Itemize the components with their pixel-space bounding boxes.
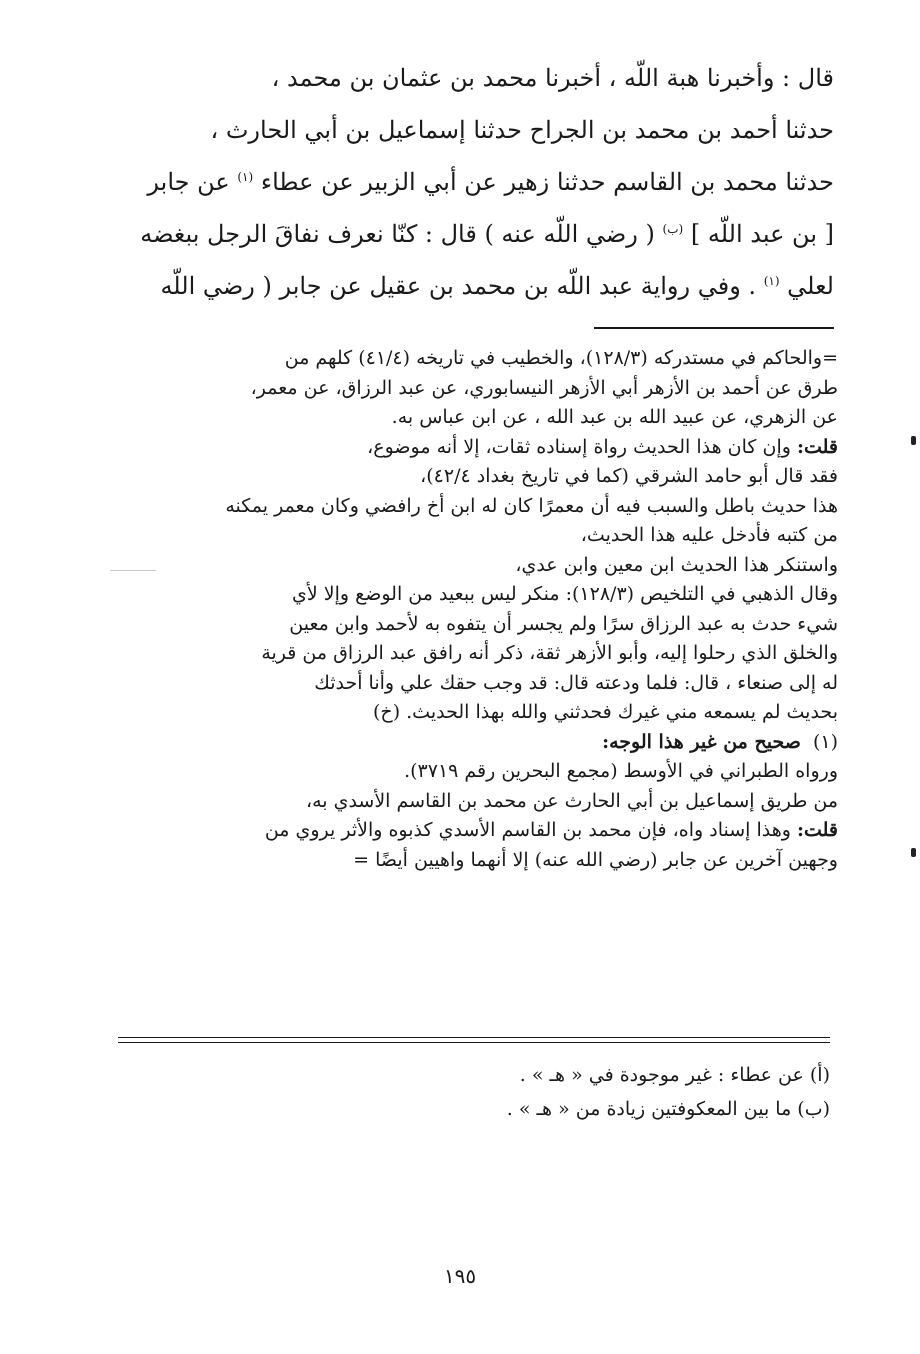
- footnote-separator: [594, 327, 834, 329]
- editor-ref-b: (ب): [662, 222, 684, 236]
- footnote-heading: [118, 728, 838, 758]
- scan-smudge: [110, 570, 156, 571]
- page-number: ١٩٥: [443, 1264, 477, 1288]
- scan-mark: [911, 848, 916, 857]
- footnote-line: وجهين آخرين عن جابر (رضي الله عنه) إلا أنهما واهيين أيضًا =: [353, 848, 838, 871]
- main-line-3: [118, 156, 834, 208]
- editor-note-b: (ب) ما بين المعكوفتين زيادة من « هـ » .: [506, 1098, 830, 1120]
- footnote-line: شيء حدث به عبد الرزاق سرًا ولم يجسر أن يتفوه به لأحمد وابن معين: [289, 612, 838, 635]
- main-line-4-text: [ بن عبد اللّه ]: [690, 220, 834, 248]
- qult-label: قلت:: [796, 435, 838, 458]
- footnote-line: من كتبه فأدخل عليه هذا الحديث،: [580, 524, 838, 546]
- footnote-line: واستنكر هذا الحديث ابن معين وابن عدي،: [515, 553, 838, 576]
- footnote-line: وقال الذهبي في التلخيص (١٢٨/٣): منكر ليس ببعيد من الوضع وإلا لأي: [292, 583, 838, 605]
- main-text: [118, 52, 834, 312]
- main-line-4: [118, 208, 834, 260]
- footnote-line: له إلى صنعاء ، قال: فلما ودعته قال: قد وجب حقك علي وأنا أحدثك: [314, 671, 838, 694]
- footnote-ref-1: (١): [237, 170, 254, 184]
- main-line-5-tail: . وفي رواية عبد اللّه بن محمد بن عقيل عن جابر ( رضي اللّه: [160, 272, 757, 300]
- footnote-line: من طريق إسماعيل بن أبي الحارث عن محمد بن القاسم الأسدي به،: [305, 789, 838, 812]
- footnote-line-text: وإن كان هذا الحديث رواة إسناده ثقات، إلا أنه موضوع،: [367, 435, 791, 458]
- footnote-line: [118, 816, 838, 846]
- footnote-line: ورواه الطبراني في الأوسط (مجمع البحرين رقم ٣٧١٩).: [404, 760, 838, 782]
- footnotes: [118, 344, 838, 875]
- footnote-line: هذا حديث باطل والسبب فيه أن معمرًا كان له ابن أخ رافضي وكان معمر يمكنه: [225, 494, 838, 517]
- footnote-line: والخلق الذي رحلوا إليه، وأبو الأزهر ثقة، ذكر أنه رافق عبد الرزاق من قرية: [261, 642, 838, 664]
- footnote-line: [118, 433, 838, 463]
- scan-mark: [911, 436, 916, 445]
- editor-note-a: (أ) عن عطاء : غير موجودة في « هـ » .: [519, 1064, 830, 1086]
- footnote-line: عن الزهري، عن عبيد الله بن عبد الله ، عن ابن عباس به.: [391, 406, 838, 428]
- main-line-4-tail: ( رضي اللّه عنه ) قال : كنّا نعرف نفاقَ الرجل ببغضه: [140, 220, 655, 248]
- main-line-5-word: لعلي: [787, 272, 834, 300]
- qult-label-2: قلت:: [796, 819, 838, 841]
- main-line-1: قال : وأخبرنا هبة اللّه ، أخبرنا محمد بن عثمان بن محمد ،: [271, 64, 834, 92]
- editor-notes: [118, 1058, 830, 1126]
- main-line-3-text: حدثنا محمد بن القاسم حدثنا زهير عن أبي الزبير عن عطاء: [260, 168, 834, 196]
- footnote-line: طرق عن أحمد بن الأزهر أبي الأزهر النيسابوري، عن عبد الرزاق، عن معمر،: [250, 376, 838, 399]
- footnote-number: (١): [812, 730, 838, 753]
- main-line-2: حدثنا أحمد بن محمد بن الجراح حدثنا إسماعيل بن أبي الحارث ،: [210, 116, 834, 144]
- footnote-line: بحديث لم يسمعه مني غيرك فحدثني والله بهذا الحديث. (خ): [373, 701, 838, 723]
- editor-notes-separator: [118, 1037, 830, 1043]
- footnote-line: فقد قال أبو حامد الشرقي (كما في تاريخ بغداد ٤٢/٤)،: [420, 465, 838, 487]
- footnote-line: =والحاكم في مستدركه (١٢٨/٣)، والخطيب في تاريخه (٤١/٤) كلهم من: [284, 347, 838, 369]
- footnote-heading-text: صحيح من غير هذا الوجه:: [602, 730, 801, 753]
- footnote-ref-1b: (١): [763, 274, 780, 288]
- main-line-5: [118, 260, 834, 312]
- main-line-3-tail: عن جابر: [147, 168, 230, 196]
- footnote-line-text: وهذا إسناد واه، فإن محمد بن القاسم الأسدي كذبوه والأثر يروي من: [264, 819, 791, 841]
